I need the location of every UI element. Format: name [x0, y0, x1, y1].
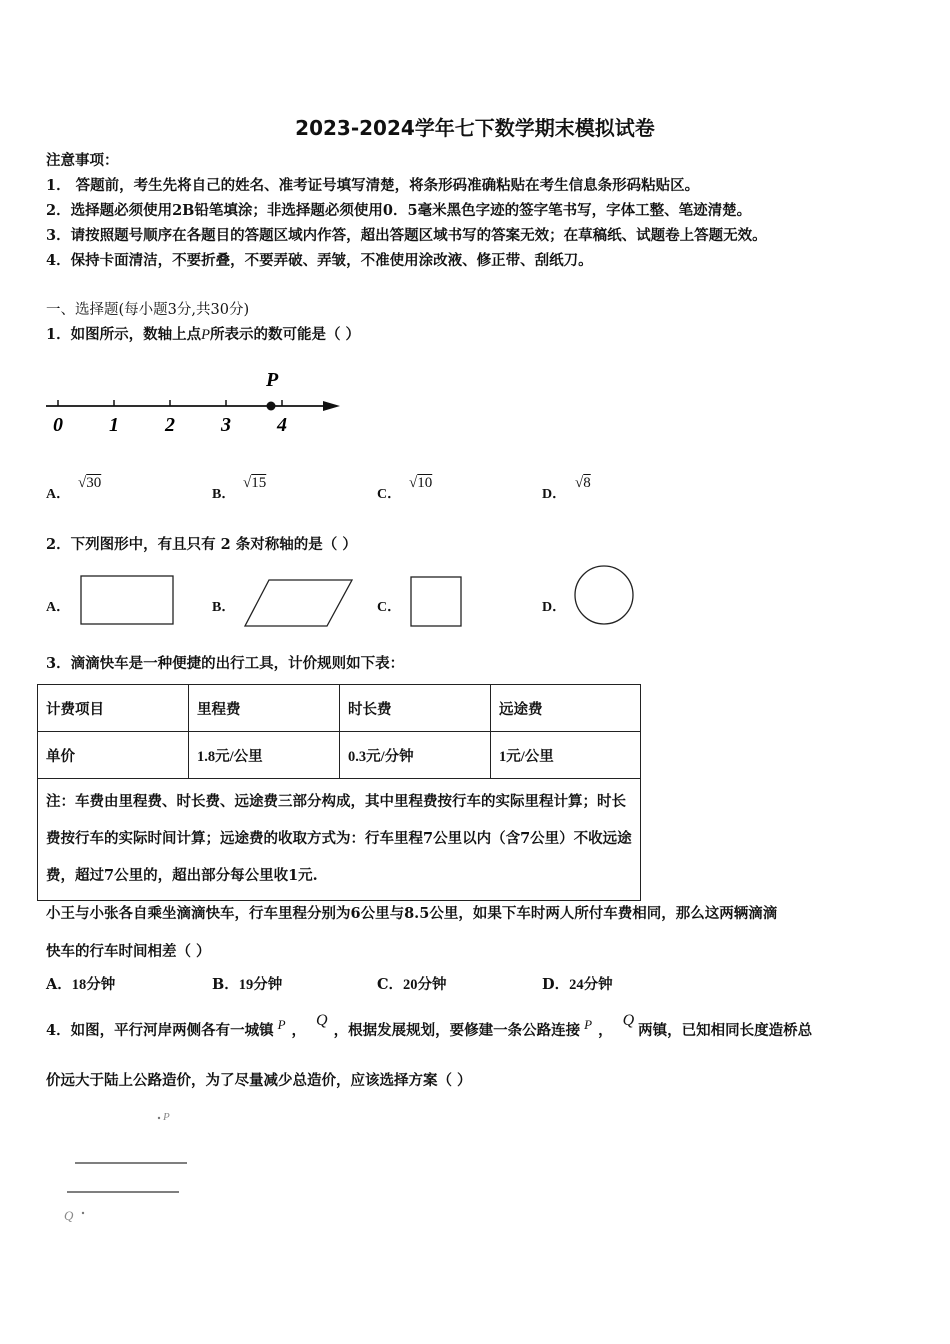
- tick-label: 4: [277, 414, 287, 436]
- town-p-dot: [158, 1117, 160, 1119]
- point-p-label: P: [266, 369, 279, 391]
- section-heading: 一、选择题(每小题3分,共30分): [46, 302, 250, 318]
- q3-option-d: [542, 976, 613, 994]
- table-cell: 单价: [38, 732, 189, 779]
- radicand: 15: [251, 475, 267, 491]
- q1-option-c-value: √10: [409, 475, 433, 491]
- option-text: 20分钟: [403, 977, 447, 993]
- q2-option-d-label: D．: [542, 600, 567, 615]
- table-header-row: [38, 685, 641, 732]
- q3-option-c: [377, 976, 447, 994]
- table-header-cell: 计费项目: [38, 685, 189, 732]
- town-q-label: Q: [64, 1208, 74, 1223]
- var-p: P: [277, 1017, 286, 1032]
- table-header-cell: 里程费: [189, 685, 340, 732]
- var-q: Q: [316, 1012, 328, 1029]
- parallelogram-icon: [243, 578, 355, 628]
- square-icon: [410, 576, 464, 628]
- notice-item: 2．选择题必须使用2B铅笔填涂；非选择题必须使用0．5毫米黑色字迹的签字笔书写，字体工整、笔迹清楚。: [46, 202, 752, 219]
- notice-item: 1． 答题前，考生先将自己的姓名、准考证号填写清楚，将条形码准确粘贴在考生信息条形码粘贴区。: [46, 177, 700, 194]
- q3-body-line: 快车的行车时间相差（ ）: [46, 943, 211, 960]
- river-figure: [55, 1105, 205, 1230]
- circle-icon: [572, 564, 636, 628]
- fare-table: [37, 684, 641, 901]
- separator: ，: [598, 1022, 613, 1039]
- q4-stem-line2: 价远大于陆上公路造价，为了尽量减少总造价，应该选择方案（ ）: [46, 1072, 472, 1089]
- town-q-dot: [82, 1212, 84, 1214]
- q1-stem: [46, 326, 360, 344]
- q1-option-a-label: A．: [46, 487, 71, 502]
- q4-stem-line1: [46, 1012, 813, 1040]
- separator: ，: [291, 1022, 307, 1039]
- q1-stem-var: P: [201, 327, 210, 343]
- q1-stem-after: 所表示的数可能是（ ）: [209, 326, 361, 343]
- q3-stem: 3．滴滴快车是一种便捷的出行工具，计价规则如下表：: [46, 655, 405, 672]
- table-cell: 0.3元/分钟: [340, 732, 491, 779]
- radicand: 30: [86, 475, 102, 491]
- tick-label: 0: [53, 414, 63, 436]
- q1-option-d-label: D．: [542, 487, 567, 502]
- q2-stem: 2．下列图形中，有且只有 2 条对称轴的是（ ）: [46, 536, 357, 553]
- tick-label: 3: [221, 414, 231, 436]
- q3-option-b: [212, 976, 282, 994]
- var-p: P: [584, 1017, 593, 1032]
- table-cell: 1.8元/公里: [189, 732, 340, 779]
- table-row: [38, 732, 641, 779]
- q1-option-c-label: C．: [377, 487, 402, 502]
- option-text: 18分钟: [71, 977, 116, 993]
- table-note-row: [38, 779, 641, 901]
- rectangle-icon: [80, 575, 176, 627]
- table-cell: 1元/公里: [491, 732, 641, 779]
- table-note: 注：车费由里程费、时长费、远途费三部分构成，其中里程费按行车的实际里程计算；时长费按行车的实际时间计算；远途费的收取方式为：行车里程7公里以内（含7公里）不收远途费，超过7公里的，超出部分每公里收1元.: [38, 779, 641, 901]
- q1-option-a-value: √30: [78, 475, 102, 491]
- q2-option-a-label: A．: [46, 600, 71, 615]
- q4-stem-part1: 4．如图，平行河岸两侧各有一城镇: [46, 1022, 274, 1039]
- radicand: 8: [583, 475, 591, 491]
- notice-item: 3．请按照题号顺序在各题目的答题区域内作答，超出答题区域书写的答案无效；在草稿纸、试题卷上答题无效。: [46, 227, 767, 244]
- q1-option-b-label: B．: [212, 487, 236, 502]
- option-text: 19分钟: [238, 977, 283, 993]
- option-text: 24分钟: [569, 977, 613, 993]
- town-p-label: P: [163, 1111, 170, 1123]
- q1-option-b-value: √15: [243, 475, 267, 491]
- q3-body-line: 小王与小张各自乘坐滴滴快车，行车里程分别为6公里与8.5公里，如果下车时两人所付车费相同，那么这两辆滴滴: [46, 905, 778, 922]
- q4-stem-part3: 两镇，已知相同长度造桥总: [638, 1022, 813, 1039]
- notice-heading: 注意事项：: [46, 152, 119, 169]
- table-header-cell: 远途费: [491, 685, 641, 732]
- arrow-right-icon: [323, 401, 340, 411]
- option-label: A．: [46, 976, 72, 993]
- q4-stem-part2: ，根据发展规划，要修建一条公路连接: [333, 1022, 581, 1039]
- option-label: D．: [542, 976, 570, 993]
- tick-label: 1: [109, 414, 119, 436]
- option-label: B．: [212, 976, 239, 993]
- q2-option-b-label: B．: [212, 600, 236, 615]
- notice-item: 4．保持卡面清洁，不要折叠，不要弄破、弄皱，不准使用涂改液、修正带、刮纸刀。: [46, 252, 593, 269]
- option-label: C．: [377, 976, 404, 993]
- q2-option-c-label: C．: [377, 600, 402, 615]
- page-title: 2023-2024学年七下数学期末模拟试卷: [295, 116, 655, 140]
- point-p-dot: [267, 402, 276, 411]
- q1-option-d-value: √8: [575, 475, 591, 491]
- q3-option-a: [46, 976, 115, 994]
- q1-stem-before: 1．如图所示，数轴上点: [46, 326, 202, 343]
- tick-label: 2: [165, 414, 175, 436]
- var-q: Q: [622, 1012, 635, 1029]
- radicand: 10: [417, 475, 433, 491]
- number-line-figure: [40, 368, 360, 438]
- table-header-cell: 时长费: [340, 685, 491, 732]
